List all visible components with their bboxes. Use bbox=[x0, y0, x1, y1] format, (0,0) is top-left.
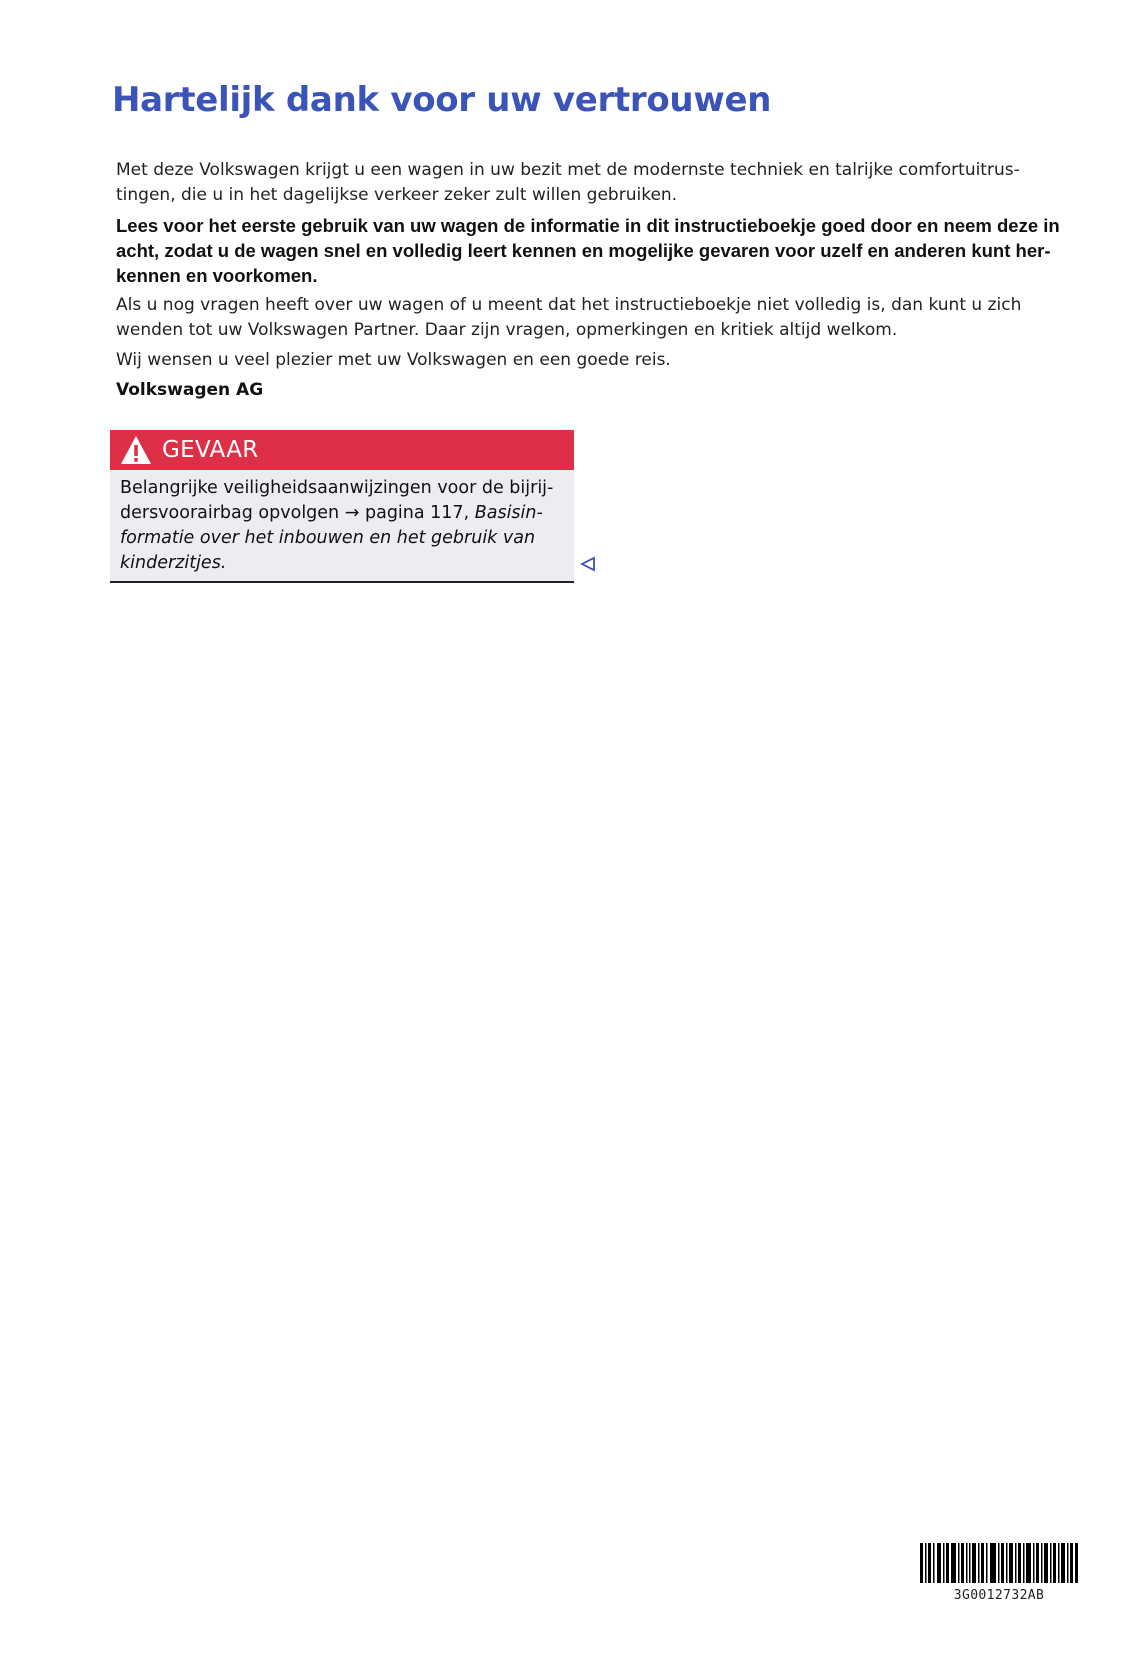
danger-text: Belangrijke veiligheidsaanwijzingen voor de bijrijdersvoorairbag opvolgen bbox=[120, 478, 554, 523]
warning-triangle-icon bbox=[120, 435, 152, 465]
signature: Volkswagen AG bbox=[116, 380, 264, 400]
danger-title: GEVAAR bbox=[162, 437, 259, 463]
danger-warning-box bbox=[110, 430, 574, 583]
intro-paragraph: Wij wensen u veel plezier met uw Volkswagen en een goede reis. bbox=[116, 350, 671, 370]
barcode-block bbox=[920, 1543, 1078, 1603]
page-reference-link[interactable]: pagina 117, bbox=[364, 503, 470, 523]
danger-body bbox=[110, 470, 574, 583]
page-title: Hartelijk dank voor uw vertrouwen bbox=[112, 80, 772, 120]
intro-paragraph-bold: Lees voor het eerste gebruik van uw wagen de informatie in dit instructieboekje goed door en neem deze in acht, zodat u de wagen snel en volledig leert kennen en mogelijke gevaren voor uzelf en anderen kunt herkennen en voorkomen. bbox=[116, 215, 1060, 286]
intro-text bbox=[116, 158, 1066, 408]
danger-header bbox=[110, 430, 574, 470]
intro-paragraph: Met deze Volkswagen krijgt u een wagen in uw bezit met de modernste techniek en talrijke comfortuitrustingen, die u in het dagelijkse verkeer zeker zult willen gebruiken. bbox=[116, 160, 1020, 205]
barcode-number: 3G0012732AB bbox=[953, 1588, 1045, 1603]
intro-paragraph: Als u nog vragen heeft over uw wagen of u meent dat het instructieboekje niet volledig is, dan kunt u zich wenden tot uw Volkswagen Partner. Daar zijn vragen, opmerkingen en kritiek altijd welkom. bbox=[116, 295, 1022, 340]
barcode-icon bbox=[920, 1543, 1078, 1583]
section-end-triangle-icon bbox=[580, 556, 596, 572]
arrow-icon: → bbox=[344, 503, 360, 523]
reference-title: Basisinformatie over het inbouwen en het gebruik van kinderzitjes. bbox=[120, 503, 543, 573]
